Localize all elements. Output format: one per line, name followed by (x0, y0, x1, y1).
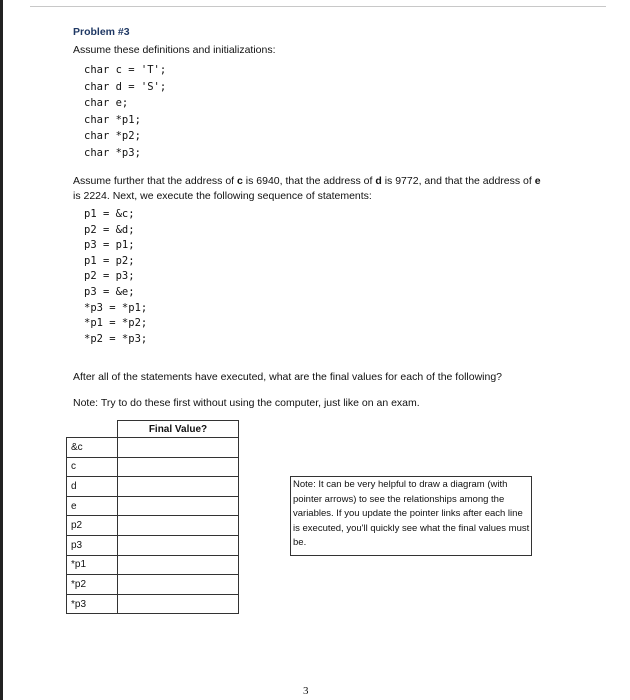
statement-line: p2 = p3; (84, 270, 135, 283)
row-label: e (67, 496, 118, 516)
code-line: char *p2; (84, 130, 141, 143)
row-label: *p1 (67, 555, 118, 575)
table-header-empty (67, 421, 118, 438)
statement-line: p1 = p2; (84, 254, 135, 267)
statement-line: p3 = p1; (84, 239, 135, 252)
statement-line: *p3 = *p1; (84, 301, 148, 314)
page-number: 3 (303, 685, 309, 697)
answer-cell[interactable] (118, 555, 239, 575)
row-label: *p3 (67, 594, 118, 614)
answer-cell[interactable] (118, 477, 239, 497)
statement-line: *p2 = *p3; (84, 332, 148, 345)
code-line: char c = 'T'; (84, 64, 167, 76)
statements-code (84, 207, 147, 347)
table-row (67, 438, 239, 458)
row-label: *p2 (67, 575, 118, 595)
declarations-code (84, 62, 166, 162)
address-text-4: is 2224. Next, we execute the following sequence of statements: (73, 190, 372, 202)
table-header-final-value: Final Value? (118, 421, 239, 438)
table-row (67, 555, 239, 575)
var-e-bold: e (534, 175, 541, 187)
table-row (67, 575, 239, 595)
statement-line: p3 = &e; (84, 285, 135, 298)
address-text-1: Assume further that the address of (73, 175, 238, 187)
statement-line: p2 = &d; (84, 223, 135, 236)
answer-cell[interactable] (118, 457, 239, 477)
table-row (67, 457, 239, 477)
question-text: After all of the statements have executed, what are the final values for each of the following? (73, 371, 503, 383)
table-row (67, 516, 239, 536)
table-row (67, 535, 239, 555)
address-text-2: is 6940, that the address of (242, 175, 376, 187)
answer-cell[interactable] (118, 496, 239, 516)
code-line: char e; (84, 97, 129, 110)
address-text-3: is 9772, and that the address of (381, 175, 535, 187)
row-label: p2 (67, 516, 118, 536)
row-label: &c (67, 438, 118, 458)
diagram-note-box: Note: It can be very helpful to draw a diagram (with pointer arrows) to see the relationships among the variables. If you update the pointer links after each line is executed, you'll quickly see what the final values must be. (290, 476, 532, 556)
statement-line: p1 = &c; (84, 208, 135, 220)
answer-cell[interactable] (118, 575, 239, 595)
table-row (67, 496, 239, 516)
final-values-table (66, 420, 239, 614)
answer-cell[interactable] (118, 516, 239, 536)
code-line: char *p3; (84, 146, 141, 159)
statement-line: *p1 = *p2; (84, 317, 148, 330)
table-header-row (67, 421, 239, 438)
address-paragraph (73, 174, 543, 204)
answer-cell[interactable] (118, 438, 239, 458)
var-c-bold: c (237, 175, 243, 187)
row-label: p3 (67, 535, 118, 555)
table-row (67, 594, 239, 614)
exam-note-text: Note: Try to do these first without using the computer, just like on an exam. (73, 397, 420, 409)
intro-text: Assume these definitions and initializations: (73, 44, 276, 56)
var-d-bold: d (375, 175, 382, 187)
row-label: d (67, 477, 118, 497)
problem-title: Problem #3 (73, 26, 130, 38)
code-line: char d = 'S'; (84, 80, 167, 93)
table-row (67, 477, 239, 497)
answer-cell[interactable] (118, 535, 239, 555)
answer-cell[interactable] (118, 594, 239, 614)
code-line: char *p1; (84, 113, 141, 126)
row-label: c (67, 457, 118, 477)
